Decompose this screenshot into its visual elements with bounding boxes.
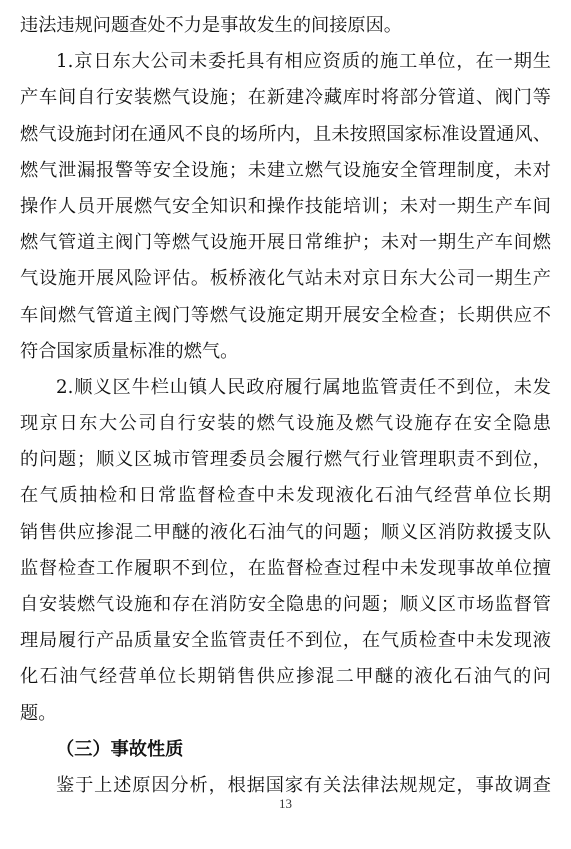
text-line: 自安装燃气设施和存在消防安全隐患的问题；顺义区市场监督管: [20, 594, 551, 615]
text-line: 鉴于上述原因分析，根据国家有关法律法规规定，事故调查: [56, 774, 551, 796]
text-line: 产车间自行安装燃气设施；在新建冷藏库时将部分管道、阀门等: [20, 87, 551, 109]
section-heading: （三）事故性质: [56, 738, 184, 760]
document-body: [20, 8, 551, 804]
text-line: 燃气泄漏报警等安全设施；未建立燃气设施安全管理制度，未对: [20, 159, 551, 181]
text-line: 2.顺义区牛栏山镇人民政府履行属地监管责任不到位，未发: [56, 376, 551, 398]
text-line: 监督检查工作履职不到位，在监督检查过程中未发现事故单位擅: [20, 557, 551, 579]
text-line: 题。: [20, 702, 57, 724]
text-line: 操作人员开展燃气安全知识和操作技能培训；未对一期生产车间: [20, 195, 551, 217]
text-line: 化石油气经营单位长期销售供应掺混二甲醚的液化石油气的问: [20, 666, 551, 688]
text-line: 违法违规问题查处不力是事故发生的间接原因。: [20, 15, 402, 36]
text-line: 现京日东大公司自行安装的燃气设施及燃气设施存在安全隐患: [20, 413, 551, 435]
text-line: 车间燃气管道主阀门等燃气设施定期开展安全检查；长期供应不: [20, 304, 551, 326]
text-line: 燃气设施封闭在通风不良的场所内，且未按照国家标准设置通风、: [20, 123, 551, 145]
text-line: 在气质抽检和日常监督检查中未发现液化石油气经营单位长期: [20, 485, 551, 507]
text-line: 销售供应掺混二甲醚的液化石油气的问题；顺义区消防救援支队: [20, 521, 551, 543]
page-number: 13: [279, 796, 292, 811]
text-line: 符合国家质量标准的燃气。: [20, 340, 239, 362]
text-line: 气设施开展风险评估。板桥液化气站未对京日东大公司一期生产: [20, 268, 551, 290]
text-line: 燃气管道主阀门等燃气设施开展日常维护；未对一期生产车间燃: [20, 232, 551, 254]
text-line: 的问题；顺义区城市管理委员会履行燃气行业管理职责不到位，: [20, 449, 551, 471]
text-line: 1.京日东大公司未委托具有相应资质的施工单位，在一期生: [56, 51, 551, 73]
text-line: 理局履行产品质量安全监管责任不到位，在气质检查中未发现液: [20, 630, 551, 652]
